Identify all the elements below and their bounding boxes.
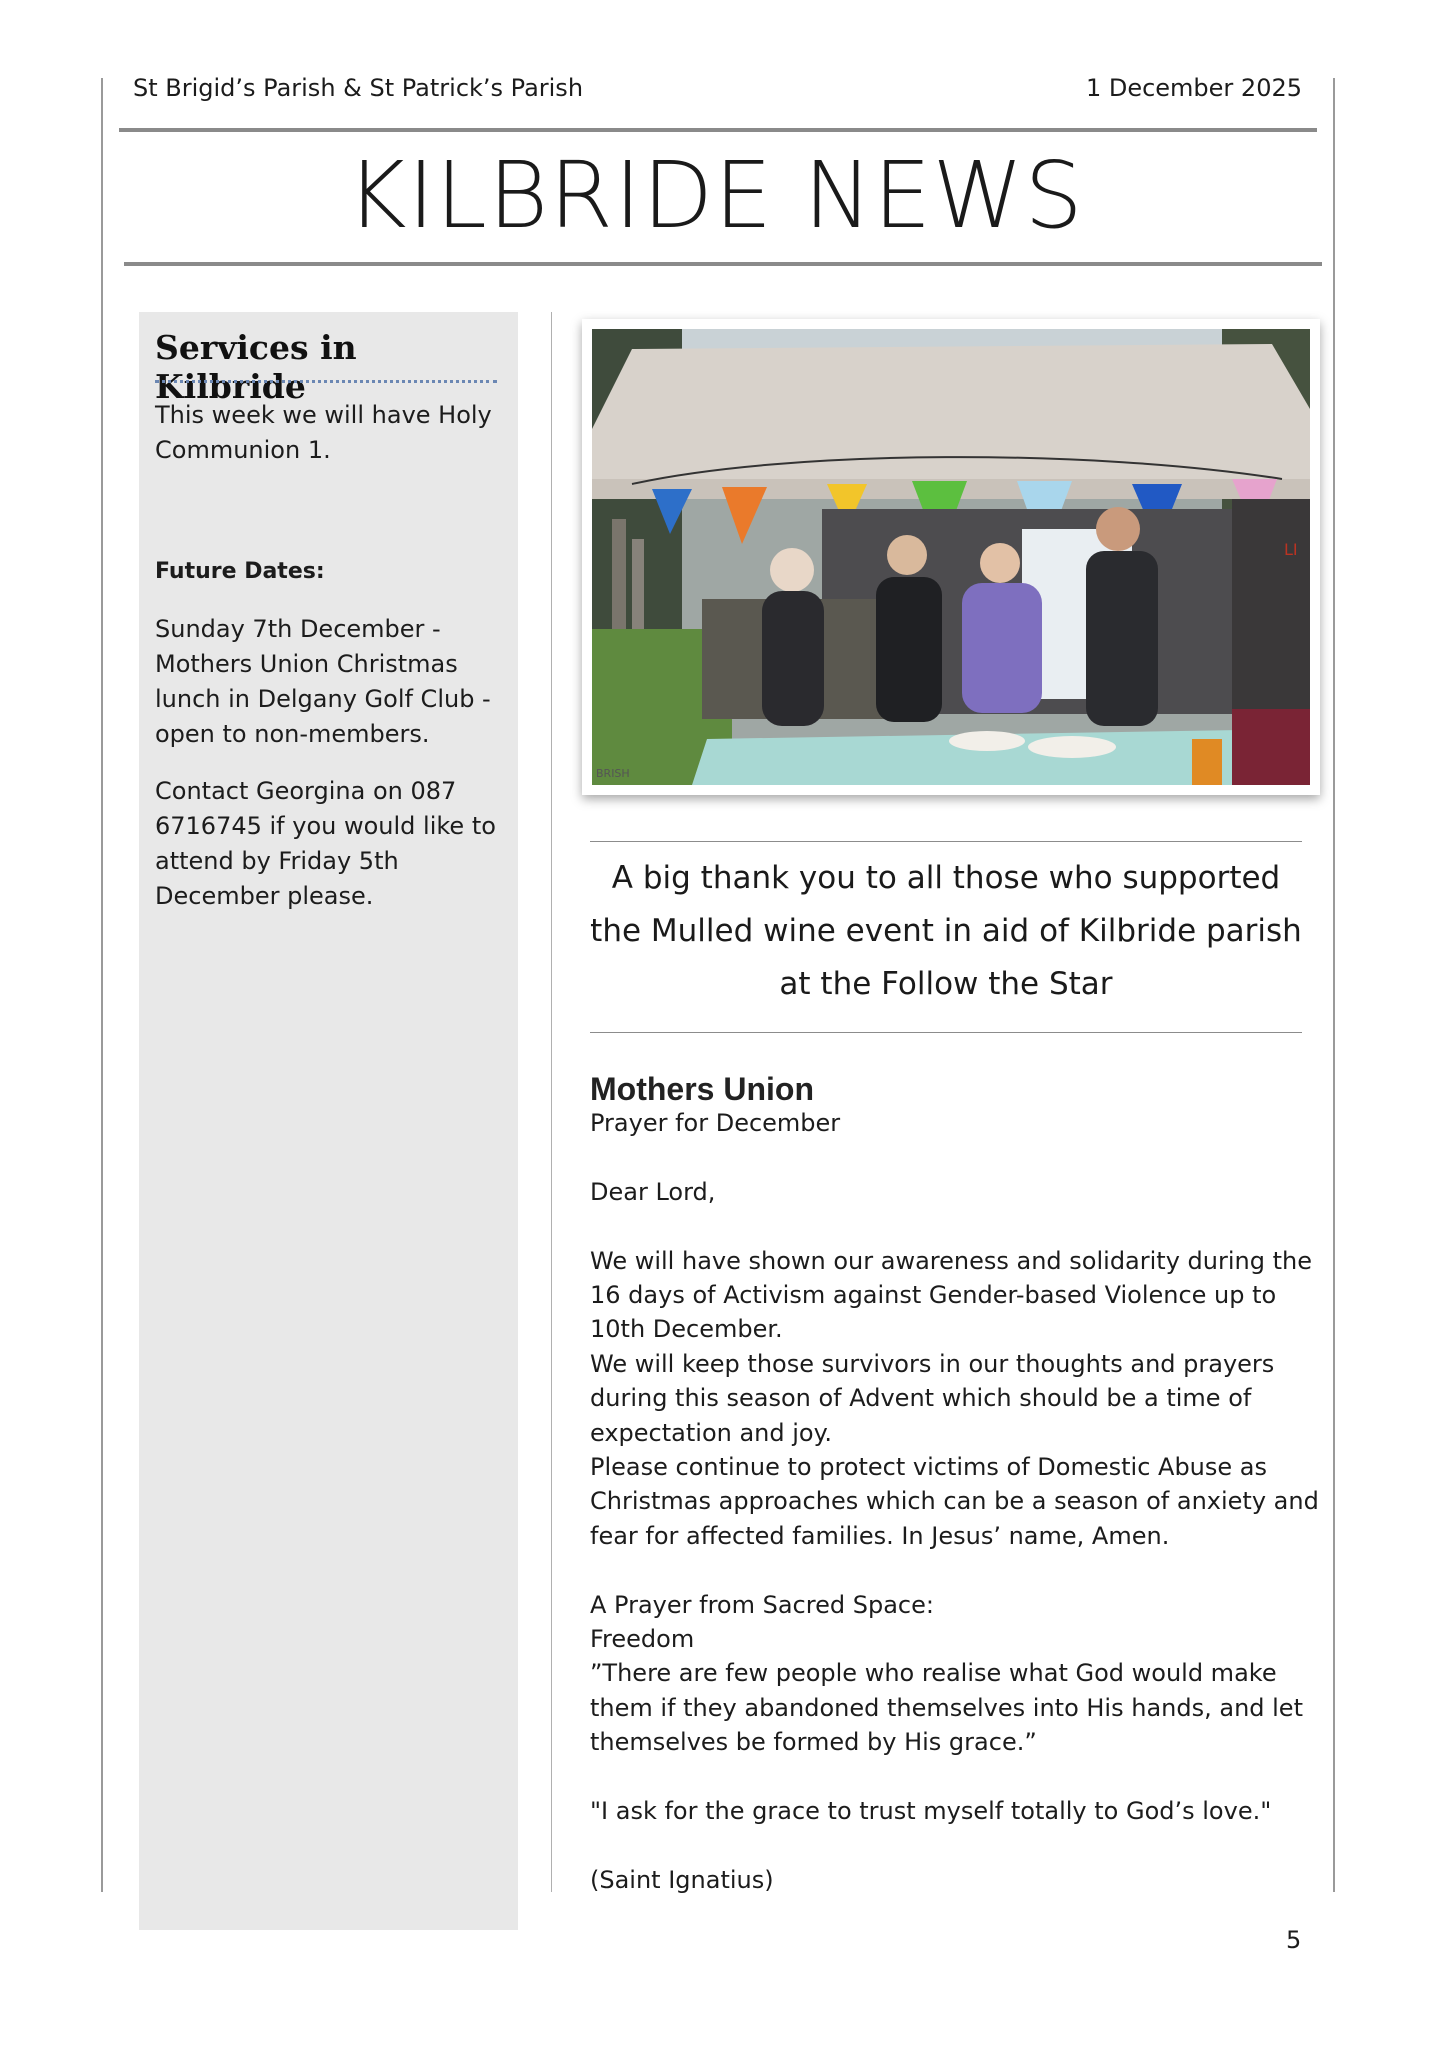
- column-divider: [551, 312, 552, 1892]
- thanks-rule-bottom: [590, 1032, 1302, 1033]
- banner-lettering: LI: [1284, 540, 1298, 559]
- page-number: 5: [1286, 1926, 1302, 1954]
- sidebar-services: [139, 312, 518, 1930]
- sacred-space-title: Freedom: [590, 1625, 695, 1654]
- sacred-space-heading: A Prayer from Sacred Space:: [590, 1590, 934, 1619]
- cup-lettering: BRISH: [596, 767, 630, 780]
- contact-note: Contact Georgina on 087 6716745 if you would like to attend by Friday 5th December please.: [155, 777, 496, 910]
- thanks-rule-top: [590, 841, 1302, 842]
- mothers-union-body: [590, 1106, 1320, 1897]
- quote: ”There are few people who realise what God would make them if they abandoned themselves into His hands, and let themselves be formed by His grace.”: [590, 1659, 1303, 1757]
- prayer-salutation: Dear Lord,: [590, 1177, 716, 1206]
- parish-name: St Brigid’s Parish & St Patrick’s Parish: [133, 74, 584, 102]
- future-dates-heading: Future Dates:: [155, 559, 325, 584]
- page-border-left: [101, 78, 103, 1892]
- event-photo-frame: [582, 319, 1320, 795]
- prayer-subtitle: Prayer for December: [590, 1109, 841, 1137]
- future-date-item: Sunday 7th December - Mothers Union Christmas lunch in Delgany Golf Club - open to non-members.: [155, 615, 491, 748]
- prayer-line: We will have shown our awareness and solidarity during the 16 days of Activism against Gender-based Violence up to 10th December.: [590, 1246, 1312, 1344]
- masthead-title: KILBRIDE NEWS: [346, 142, 1084, 249]
- quote: "I ask for the grace to trust myself totally to God’s love.": [590, 1797, 1272, 1826]
- service-note: This week we will have Holy Communion 1.: [155, 401, 492, 464]
- masthead-rule-bottom: [124, 262, 1322, 266]
- prayer-line: We will keep those survivors in our thoughts and prayers during this season of Advent which should be a time of expectation and joy.: [590, 1349, 1275, 1447]
- masthead-rule-top: [119, 128, 1317, 132]
- sidebar-title: Services in Kilbride: [155, 328, 357, 406]
- attribution: (Saint Ignatius): [590, 1865, 774, 1894]
- prayer-line: Please continue to protect victims of Domestic Abuse as Christmas approaches which can be a season of anxiety and fear for affected families. In Jesus’ name, Amen.: [590, 1453, 1319, 1550]
- dotted-divider: [155, 380, 497, 383]
- page-border-right: [1333, 78, 1335, 1892]
- issue-date: 1 December 2025: [1085, 74, 1302, 102]
- mothers-union-title: Mothers Union: [590, 1071, 814, 1107]
- mulled-wine-event-photo: [592, 329, 1310, 785]
- thank-you-message: A big thank you to all those who supported the Mulled wine event in aid of Kilbride parish at the Follow the Star: [590, 860, 1302, 1002]
